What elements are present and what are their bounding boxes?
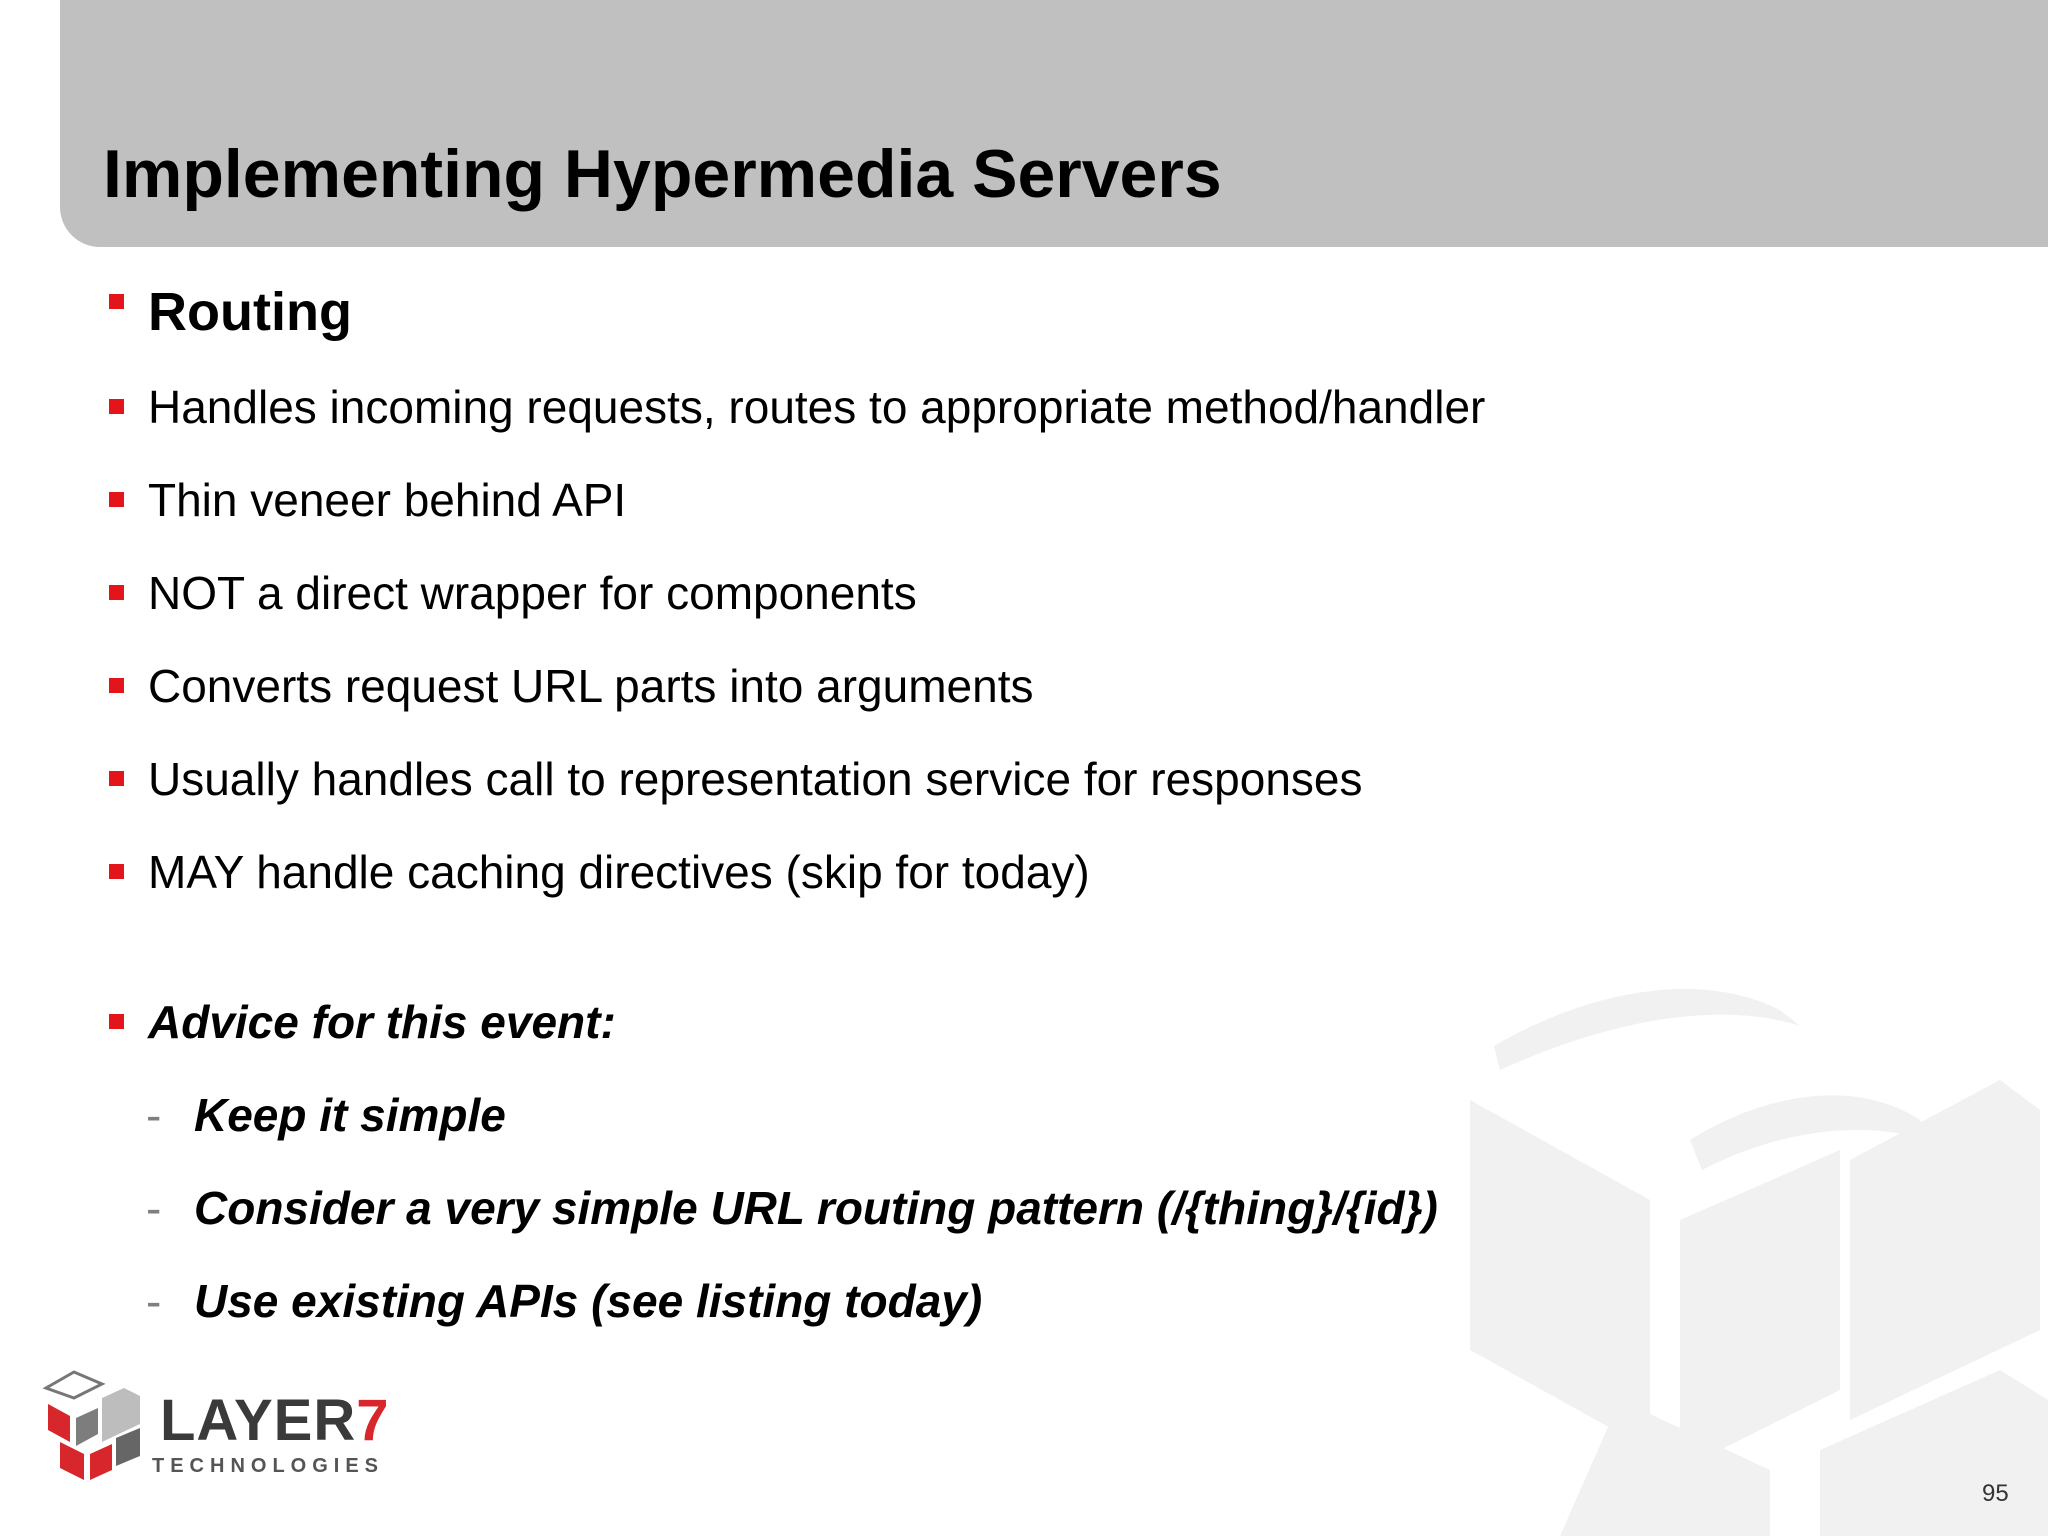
- logo-number: 7: [356, 1388, 390, 1453]
- bullet-text: Handles incoming requests, routes to appropriate method/handler: [148, 381, 1486, 433]
- red-square-bullet-icon: [109, 492, 124, 507]
- bullet-text: NOT a direct wrapper for components: [148, 567, 917, 619]
- red-square-bullet-icon: [109, 771, 124, 786]
- red-square-bullet-icon: [109, 678, 124, 693]
- advice-heading: Advice for this event:: [148, 996, 616, 1048]
- advice-sub-text: Use existing APIs (see listing today): [194, 1275, 983, 1327]
- advice-sub-text: Keep it simple: [194, 1089, 506, 1141]
- bullet-text: Usually handles call to representation service for responses: [148, 753, 1363, 805]
- bullet-heading: Routing: [148, 282, 352, 342]
- dash-marker: -: [146, 1182, 162, 1234]
- red-square-bullet-icon: [109, 399, 124, 414]
- red-square-bullet-icon: [109, 1014, 124, 1029]
- bullet-text: Thin veneer behind API: [148, 474, 627, 526]
- logo-subtitle: TECHNOLOGIES: [152, 1455, 385, 1477]
- page-number: 95: [1982, 1480, 2009, 1507]
- red-square-bullet-icon: [109, 294, 124, 309]
- bullet-list: [106, 0, 1906, 1400]
- red-square-bullet-icon: [109, 585, 124, 600]
- bullet-text: Converts request URL parts into arguments: [148, 660, 1034, 712]
- red-square-bullet-icon: [109, 864, 124, 879]
- dash-marker: -: [146, 1275, 162, 1327]
- advice-sub-text: Consider a very simple URL routing pattern (/{thing}/{id}): [194, 1182, 1438, 1234]
- logo-word: LAYER: [160, 1388, 357, 1453]
- logo-wordmark: [160, 1388, 390, 1453]
- bullet-text: MAY handle caching directives (skip for today): [148, 846, 1090, 898]
- slide-title: Implementing Hypermedia Servers: [103, 136, 1222, 212]
- dash-marker: -: [146, 1089, 162, 1141]
